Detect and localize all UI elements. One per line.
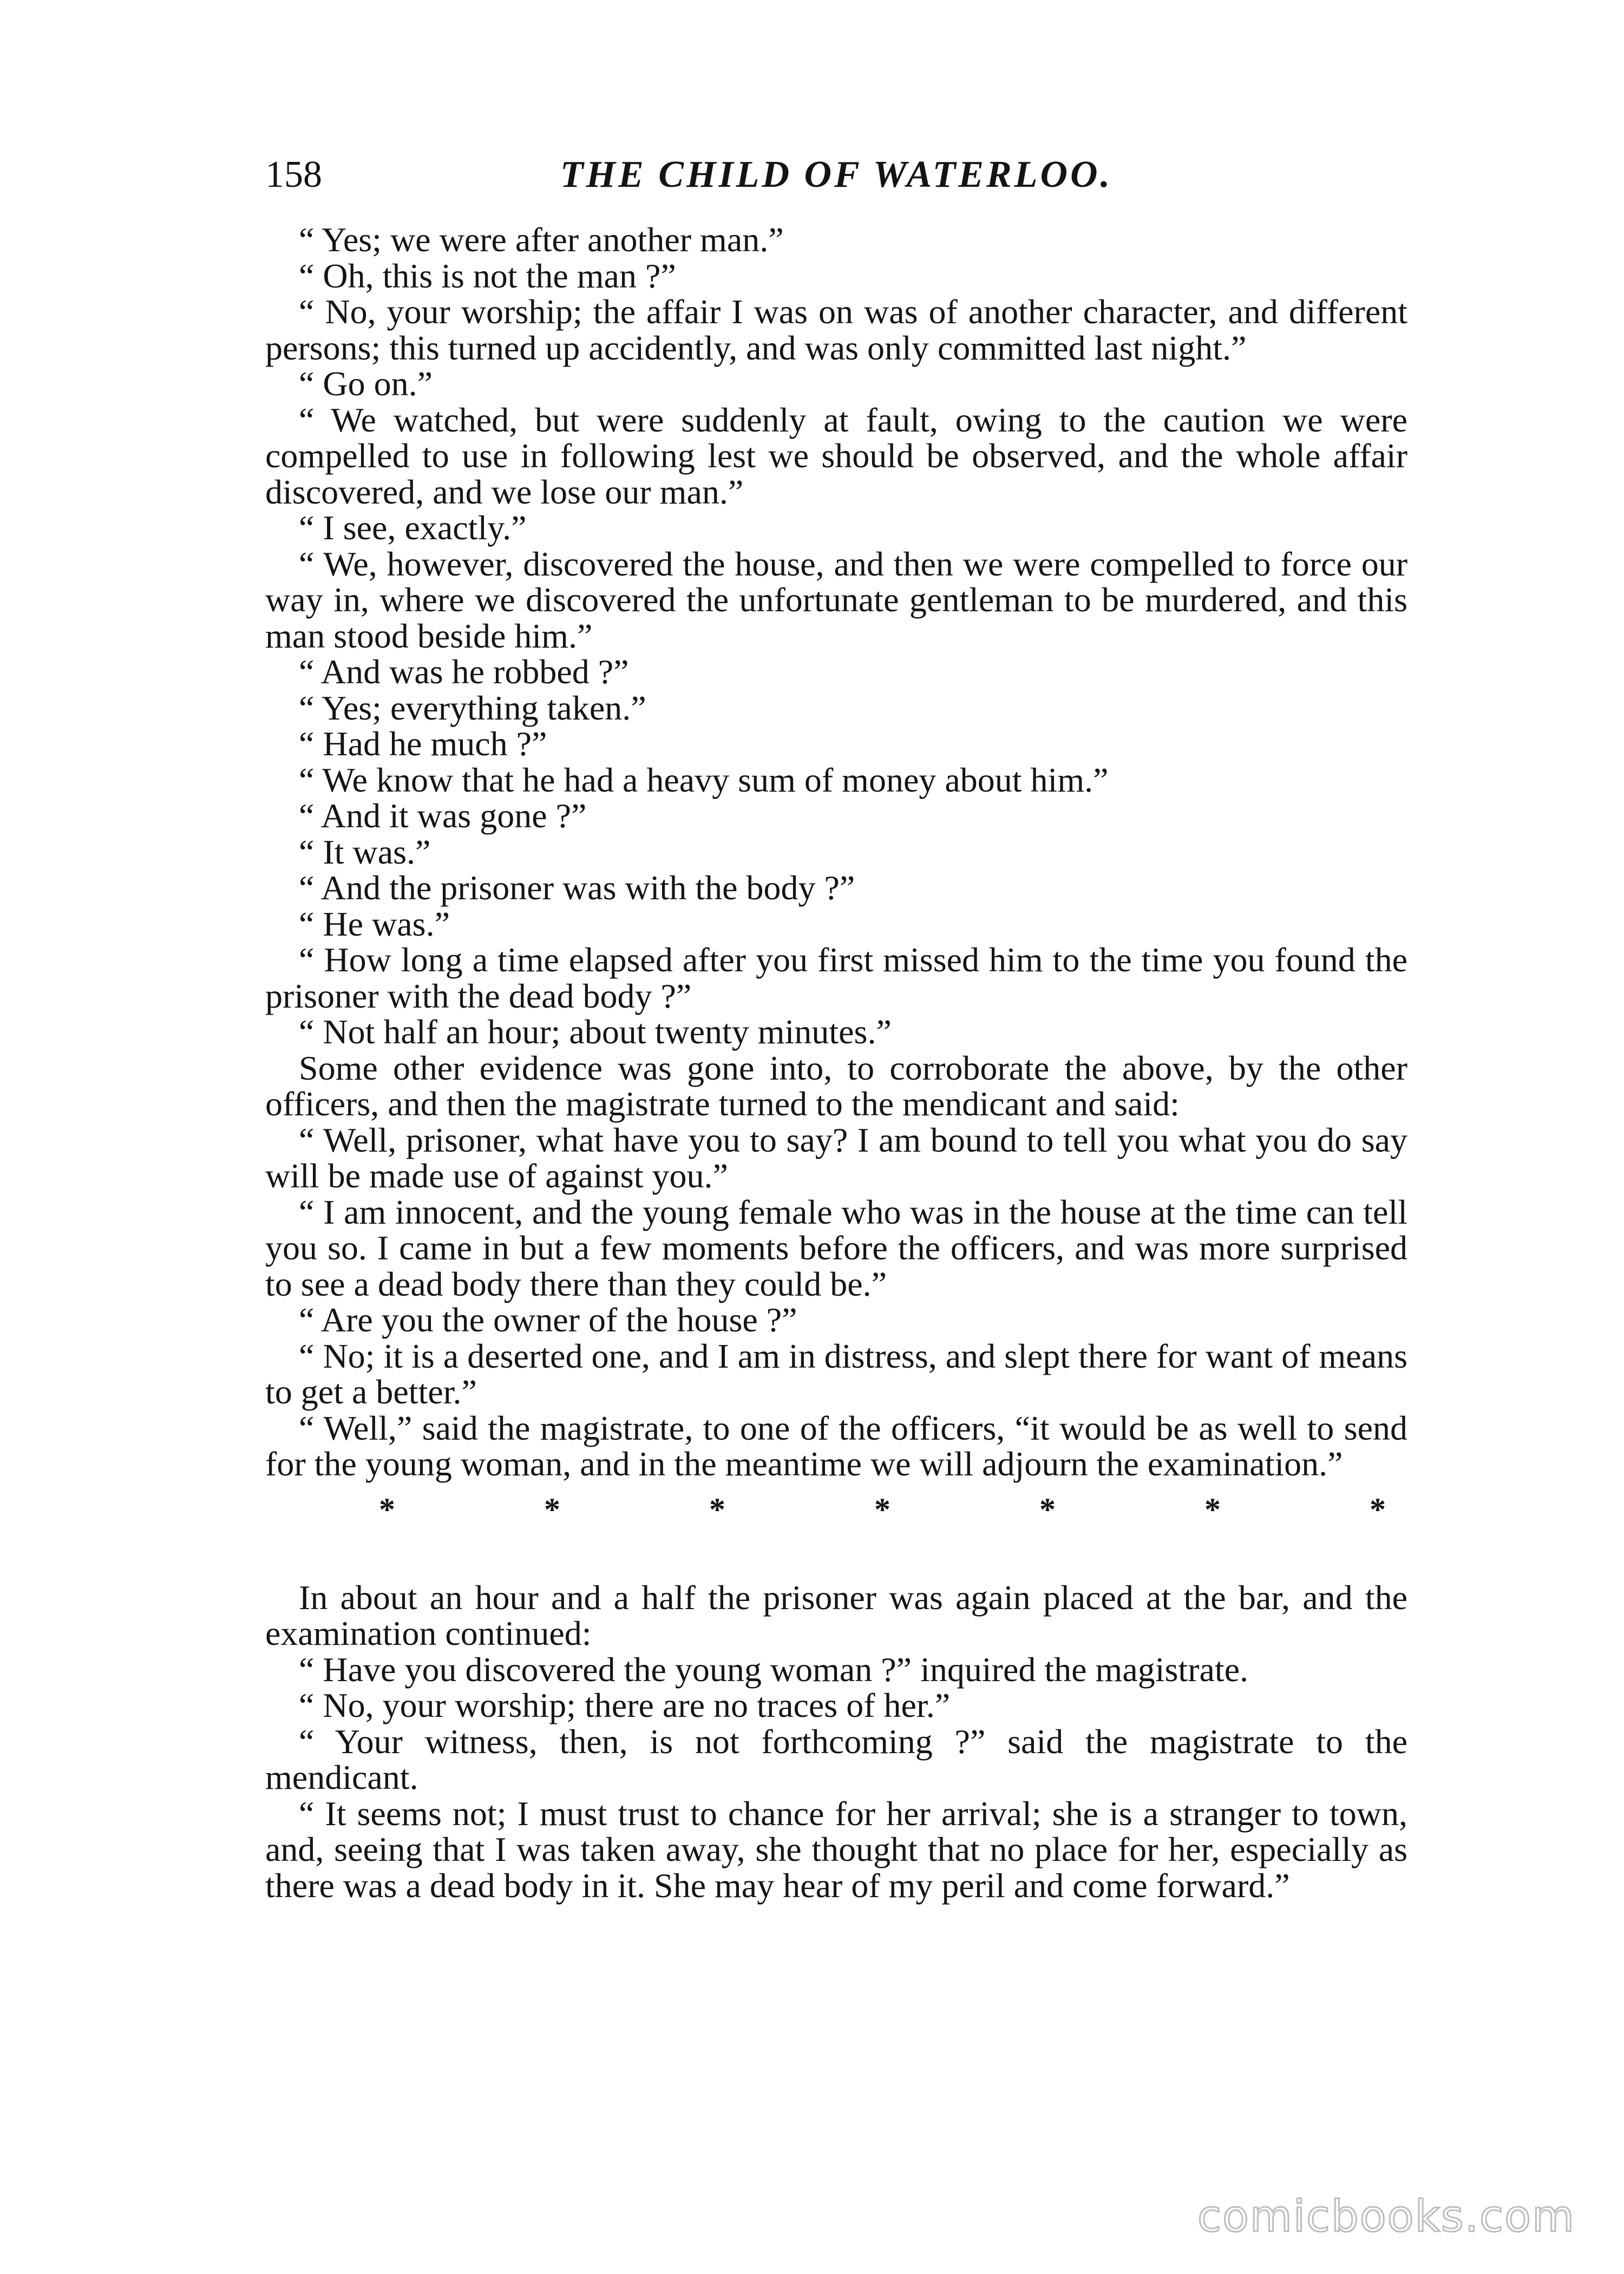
paragraph: “ No, your worship; the affair I was on was of another character, and different persons; this turned up accidently, and was only committed last night.” — [265, 292, 1407, 367]
asterisk: * — [874, 1491, 890, 1527]
paragraph: “ It seems not; I must trust to chance for her arrival; she is a stranger to town, and, seeing that I was taken away, she thought that no place for her, especially as there was a dead body in it. She may hear of my peril and come forward.” — [265, 1794, 1407, 1905]
asterisk: * — [709, 1491, 725, 1527]
body-text — [265, 222, 1407, 1904]
paragraph: “ Have you discovered the young woman ?” inquired the magistrate. — [299, 1650, 1249, 1689]
paragraph: “ Your witness, then, is not forthcoming ?” said the magistrate to the mendicant. — [265, 1722, 1407, 1796]
paragraph: In about an hour and a half the prisoner was again placed at the bar, and the examination continued: — [265, 1578, 1407, 1652]
paragraph: “ No, your worship; there are no traces of her.” — [299, 1686, 951, 1724]
paragraph: “ And the prisoner was with the body ?” — [299, 868, 855, 907]
paragraph: “ We, however, discovered the house, and then we were compelled to force our way in, where we discovered the unfortunate gentleman to be murdered, and this man stood beside him.” — [265, 544, 1407, 655]
asterisk: * — [379, 1491, 395, 1527]
asterisk: * — [1204, 1491, 1221, 1527]
paragraph: “ I am innocent, and the young female who was in the house at the time can tell you so. I came in but a few moments before the officers, and was more surprised to see a dead body there than they could be.” — [265, 1192, 1407, 1303]
paragraph: “ And it was gone ?” — [299, 796, 587, 835]
page-number: 158 — [265, 154, 322, 195]
paragraph: “ It was.” — [299, 832, 431, 871]
paragraph: “ We watched, but were suddenly at fault, owing to the caution we were compelled to use in following lest we should be observed, and the whole affair discovered, and we lose our man.” — [265, 400, 1407, 511]
paragraph: “ Oh, this is not the man ?” — [299, 256, 676, 295]
asterisk: * — [1370, 1491, 1386, 1527]
paragraph: “ Not half an hour; about twenty minutes.” — [299, 1012, 892, 1051]
paragraph: “ Yes; we were after another man.” — [299, 220, 784, 259]
paragraph: “ Are you the owner of the house ?” — [299, 1301, 797, 1339]
paragraph: “ Yes; everything taken.” — [299, 688, 646, 727]
running-title: THE CHILD OF WATERLOO. — [560, 154, 1113, 195]
paragraph: “ And was he robbed ?” — [299, 652, 629, 691]
paragraph: “ I see, exactly.” — [299, 508, 527, 547]
paragraph: “ Well,” said the magistrate, to one of the officers, “it would be as well to send for the young woman, and in the meantime we will adjourn the examination.” — [265, 1408, 1407, 1483]
paragraph: “ How long a time elapsed after you first missed him to the time you found the prisoner with the dead body ?” — [265, 940, 1407, 1015]
section-break — [265, 1488, 1407, 1531]
page-header — [265, 151, 1407, 199]
paragraph: “ We know that he had a heavy sum of money about him.” — [299, 760, 1109, 799]
paragraph: “ Well, prisoner, what have you to say? I am bound to tell you what you do say will be made use of against you.” — [265, 1120, 1407, 1195]
watermark: comicbooks.com — [1197, 2191, 1575, 2242]
paragraph: Some other evidence was gone into, to corroborate the above, by the other officers, and then the magistrate turned to the mendicant and said: — [265, 1048, 1407, 1123]
paragraph: “ Had he much ?” — [299, 724, 547, 763]
paragraph: “ Go on.” — [299, 364, 433, 403]
paragraph: “ No; it is a deserted one, and I am in distress, and slept there for want of means to get a better.” — [265, 1336, 1407, 1411]
asterisk: * — [1039, 1491, 1056, 1527]
paragraph: “ He was.” — [299, 904, 450, 943]
asterisk: * — [544, 1491, 560, 1527]
